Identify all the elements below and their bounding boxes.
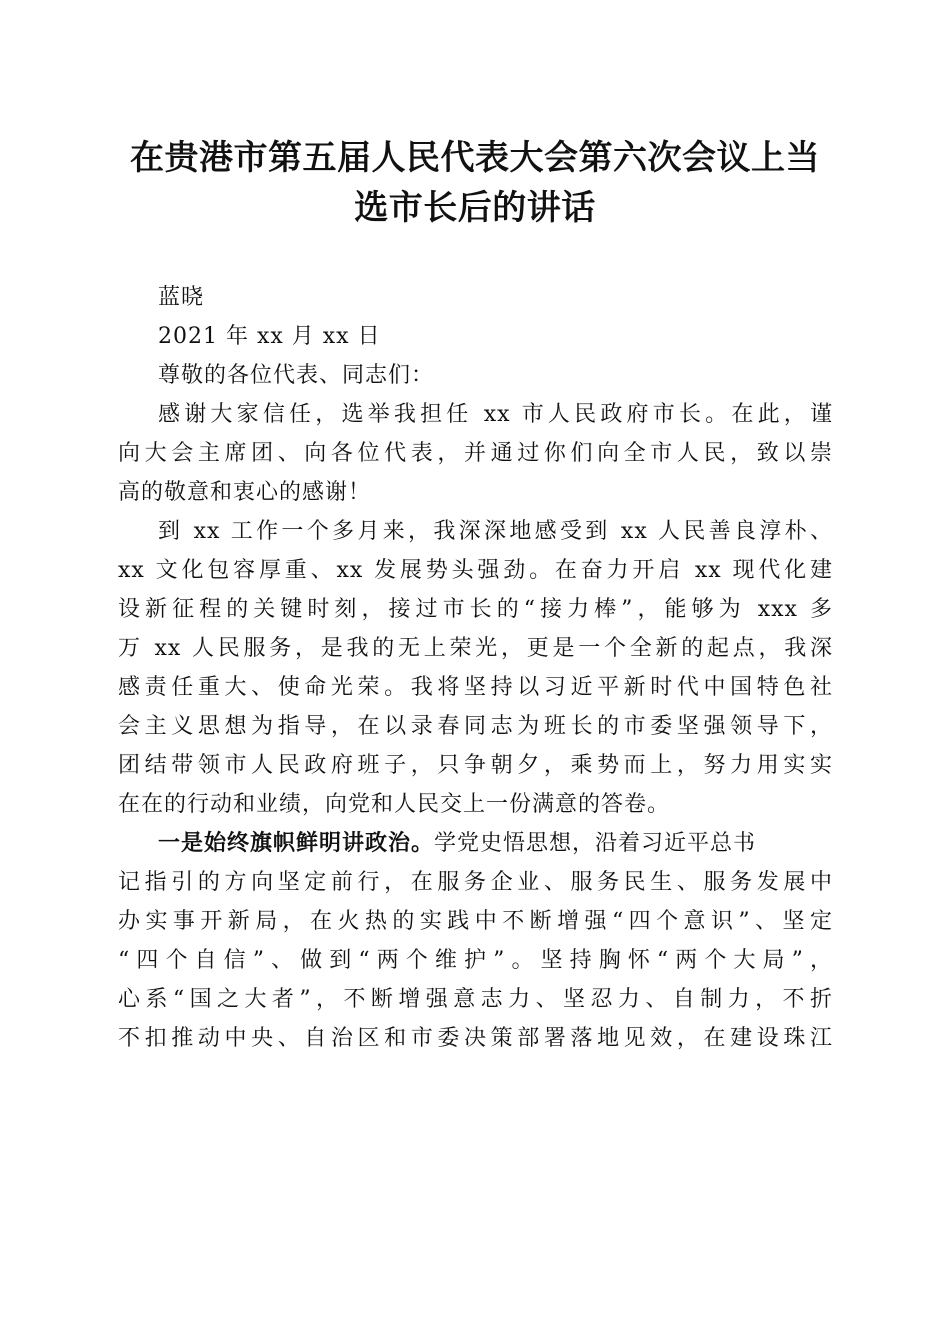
para2-line: 万 xx 人民服务，是我的无上荣光，更是一个全新的起点，我深 — [118, 636, 833, 661]
title-line-1: 在贵港市第五届人民代表大会第六次会议上当 — [130, 138, 820, 178]
para2-line: xx 文化包容厚重、xx 发展势头强劲。在奋力开启 xx 现代化建 — [118, 558, 833, 583]
salutation-line: 尊敬的各位代表、同志们： — [158, 363, 435, 388]
para2-line: 在在的行动和业绩，向党和人民交上一份满意的答卷。 — [118, 792, 671, 817]
para3-line: 不扣推动中央、自治区和市委决策部署落地见效，在建设珠江 — [118, 1026, 833, 1051]
para3-line: 办实事开新局，在火热的实践中不断增强“四个意识”、坚定 — [118, 909, 833, 934]
author-line: 蓝晓 — [158, 285, 205, 310]
para3-first-rest: 学党史悟思想，沿着习近平总书 — [434, 831, 757, 856]
para2-line: 设新征程的关键时刻，接过市长的“接力棒”，能够为 xxx 多 — [118, 597, 833, 622]
date-line: 2021 年 xx 月 xx 日 — [158, 324, 381, 349]
para3-line: “四个自信”、做到“两个维护”。坚持胸怀“两个大局”， — [118, 948, 833, 973]
para3-line: 心系“国之大者”，不断增强意志力、坚忍力、自制力，不折 — [118, 987, 833, 1012]
para2-line: 会主义思想为指导，在以录春同志为班长的市委坚强领导下， — [118, 714, 833, 739]
para1-line: 感谢大家信任，选举我担任 xx 市人民政府市长。在此，谨 — [158, 402, 833, 427]
document-title — [100, 133, 850, 233]
para1-line: 高的敬意和衷心的感谢！ — [118, 480, 372, 505]
document-body — [118, 278, 833, 1058]
para3-line: 记指引的方向坚定前行，在服务企业、服务民生、服务发展中 — [118, 870, 833, 895]
title-line-2: 选市长后的讲话 — [354, 188, 596, 228]
para2-line: 团结带领市人民政府班子，只争朝夕，乘势而上，努力用实实 — [118, 753, 833, 778]
para2-line: 到 xx 工作一个多月来，我深深地感受到 xx 人民善良淳朴、 — [158, 519, 833, 544]
para3-lead: 一是始终旗帜鲜明讲政治。 — [158, 830, 435, 856]
para3-first-line — [118, 824, 833, 863]
para1-line: 向大会主席团、向各位代表，并通过你们向全市人民，致以崇 — [118, 441, 833, 466]
para2-line: 感责任重大、使命光荣。我将坚持以习近平新时代中国特色社 — [118, 675, 833, 700]
